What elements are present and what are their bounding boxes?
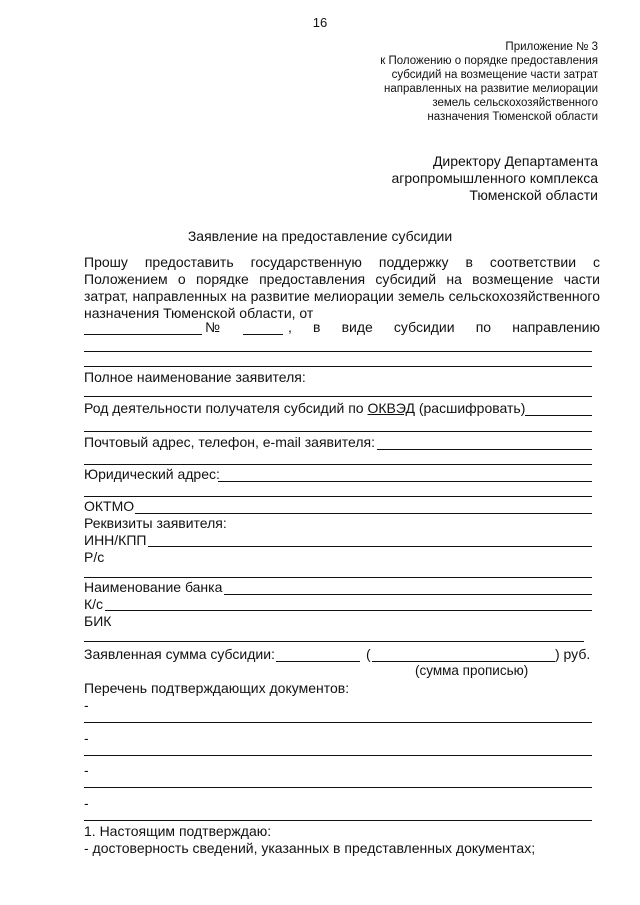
- documents-label: Перечень подтверждающих документов:: [84, 680, 350, 696]
- document-field-line[interactable]: [84, 820, 592, 821]
- amount-currency: ) руб.: [555, 646, 591, 662]
- appendix-line: к Положению о порядке предоставления: [380, 55, 598, 67]
- appendix-note: [298, 40, 598, 124]
- date-field-line[interactable]: [84, 334, 202, 335]
- addressee-line: Тюменской области: [469, 187, 598, 203]
- activity-label: [84, 400, 525, 416]
- amount-words-caption: (сумма прописью): [415, 663, 529, 678]
- number-field-line[interactable]: [243, 334, 283, 335]
- document-dash: -: [84, 795, 89, 811]
- document-title: Заявление на предоставление субсидии: [187, 228, 453, 244]
- inn-kpp-field-line[interactable]: [148, 546, 592, 547]
- amount-number-field-line[interactable]: [276, 661, 360, 662]
- direction-field-line-2[interactable]: [84, 366, 592, 367]
- addressee-line: Директору Департамента: [432, 153, 598, 169]
- page-number: 16: [312, 15, 328, 30]
- corr-account-label: К/с: [84, 596, 104, 612]
- requisites-label: Реквизиты заявителя:: [84, 515, 227, 531]
- full-name-field-line[interactable]: [84, 396, 592, 397]
- legal-address-field-line[interactable]: [218, 481, 592, 482]
- inn-kpp-label: ИНН/КПП: [84, 532, 147, 548]
- account-label: Р/с: [84, 549, 105, 565]
- postal-field-line-2[interactable]: [84, 464, 592, 465]
- document-dash: -: [84, 730, 89, 746]
- direction-field-line[interactable]: [84, 351, 592, 352]
- okved-code: ОКВЭД: [367, 400, 415, 416]
- appendix-line: назначения Тюменской области: [427, 111, 598, 123]
- oktmo-label: ОКТМО: [84, 498, 135, 514]
- legal-address-label: Юридический адрес:: [84, 466, 220, 482]
- confirm-item: - достоверность сведений, указанных в представленных документах;: [84, 840, 536, 856]
- document-dash: -: [84, 762, 89, 778]
- full-name-label: Полное наименование заявителя:: [84, 369, 306, 385]
- appendix-line: земель сельскохозяйственного: [432, 97, 598, 109]
- account-field-line[interactable]: [84, 577, 592, 578]
- bank-name-label: Наименование банка: [84, 579, 223, 595]
- document-field-line[interactable]: [84, 755, 592, 756]
- appendix-line: направленных на развитие мелиорации: [384, 83, 598, 95]
- number-sign: №: [205, 319, 221, 335]
- confirm-heading: 1. Настоящим подтверждаю:: [84, 823, 272, 839]
- activity-field-line-2[interactable]: [84, 431, 592, 432]
- addressee-line: агропромышленного комплекса: [391, 170, 598, 186]
- amount-words-field-line[interactable]: [372, 661, 555, 662]
- bik-field-line[interactable]: [84, 641, 584, 642]
- bank-name-field-line[interactable]: [224, 594, 592, 595]
- postal-label: Почтовый адрес, телефон, e-mail заявителя:: [84, 434, 376, 450]
- bik-label: БИК: [84, 613, 112, 629]
- appendix-line: субсидий на возмещение части затрат: [391, 69, 598, 81]
- in-form-text: , в виде субсидии по направлению: [288, 319, 600, 335]
- document-dash: -: [84, 697, 89, 713]
- corr-account-field-line[interactable]: [105, 610, 592, 611]
- legal-address-field-line-2[interactable]: [84, 496, 592, 497]
- oktmo-field-line[interactable]: [135, 513, 592, 514]
- amount-open-paren: (: [366, 646, 371, 662]
- addressee-block: [298, 153, 598, 204]
- document-field-line[interactable]: [84, 787, 592, 788]
- appendix-line: Приложение № 3: [505, 41, 598, 53]
- activity-prefix: Род деятельности получателя субсидий по: [84, 400, 368, 416]
- amount-label: Заявленная сумма субсидии:: [84, 646, 275, 662]
- activity-field-line[interactable]: [525, 415, 592, 416]
- document-field-line[interactable]: [84, 722, 592, 723]
- request-paragraph: Прошу предоставить государственную поддержку в соответствии с Положением о порядке предоставления субсидий на возмещение части затрат, направленных на развитие мелиорации земель сельскохозяйственного назначения Тюменской области, от: [84, 254, 600, 321]
- activity-suffix: (расшифровать): [414, 400, 526, 416]
- postal-field-line[interactable]: [377, 449, 592, 450]
